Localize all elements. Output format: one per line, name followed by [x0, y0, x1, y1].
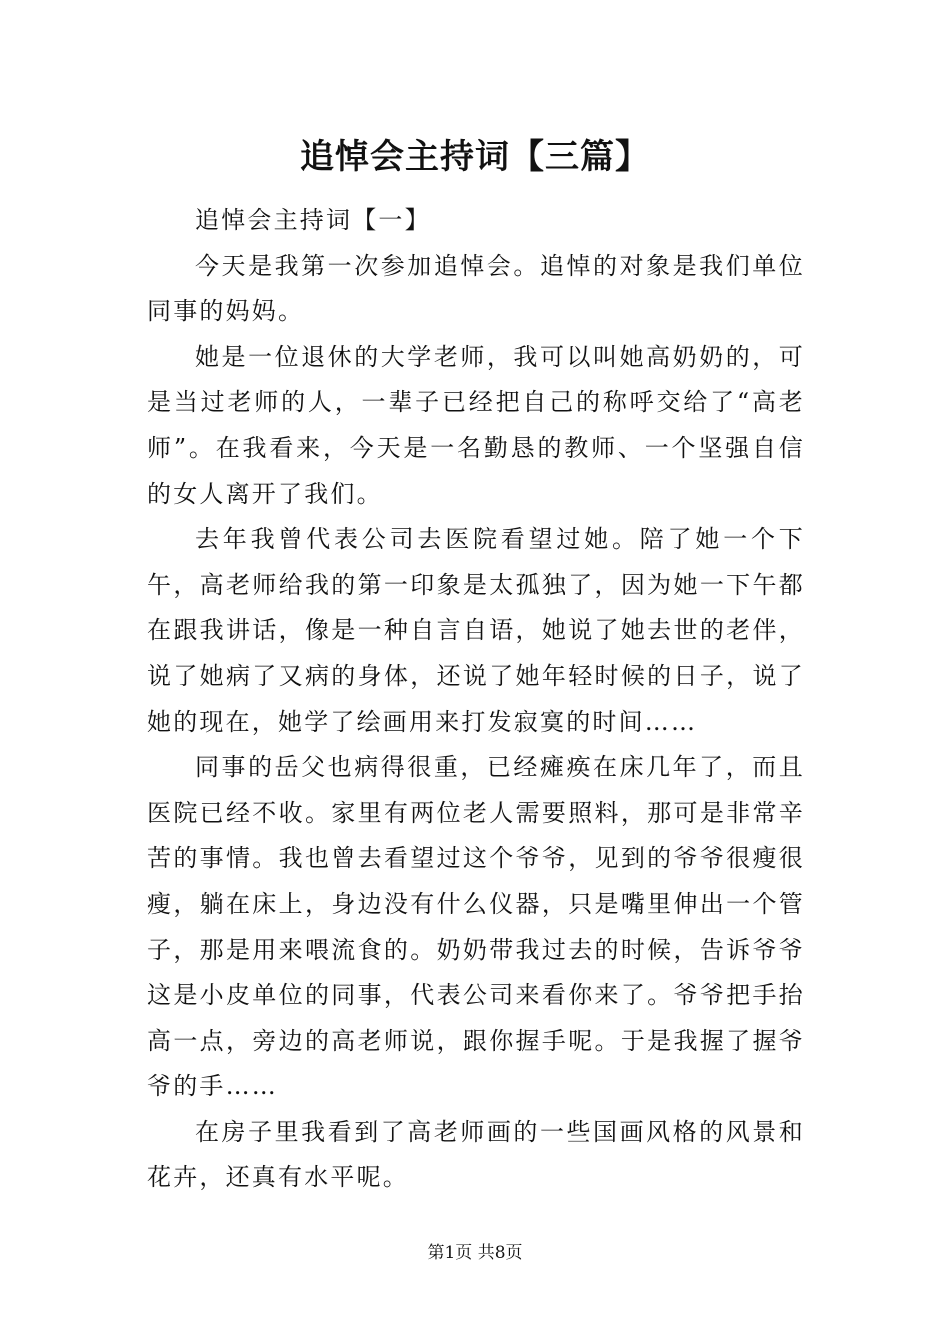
- document-body: [147, 198, 805, 1201]
- paragraph: 今天是我第一次参加追悼会。追悼的对象是我们单位同事的妈妈。: [147, 251, 805, 326]
- document-title: 追悼会主持词【三篇】: [300, 137, 650, 177]
- paragraph: 同事的岳父也病得很重，已经瘫痪在床几年了，而且医院已经不收。家里有两位老人需要照料，那可是非常辛苦的事情。我也曾去看望过这个爷爷，见到的爷爷很瘦很瘦，躺在床上，身边没有什么仪器，只是嘴里伸出一个管子，那是用来喂流食的。奶奶带我过去的时候，告诉爷爷这是小皮单位的同事，代表公司来看你来了。爷爷把手抬高一点，旁边的高老师说，跟你握手呢。于是我握了握爷爷的手……: [147, 753, 805, 1101]
- page-number: 第1页 共8页: [427, 1243, 523, 1263]
- paragraph: 去年我曾代表公司去医院看望过她。陪了她一个下午，高老师给我的第一印象是太孤独了，因为她一下午都在跟我讲话，像是一种自言自语，她说了她去世的老伴，说了她病了又病的身体，还说了她年轻时候的日子，说了她的现在，她学了绘画用来打发寂寞的时间……: [147, 525, 805, 736]
- section-heading: 追悼会主持词【一】: [195, 206, 431, 234]
- paragraph: 在房子里我看到了高老师画的一些国画风格的风景和花卉，还真有水平呢。: [147, 1117, 805, 1192]
- paragraph: 她是一位退休的大学老师，我可以叫她高奶奶的，可是当过老师的人，一辈子已经把自己的称呼交给了“高老师”。在我看来，今天是一名勤恳的教师、一个坚强自信的女人离开了我们。: [147, 342, 805, 508]
